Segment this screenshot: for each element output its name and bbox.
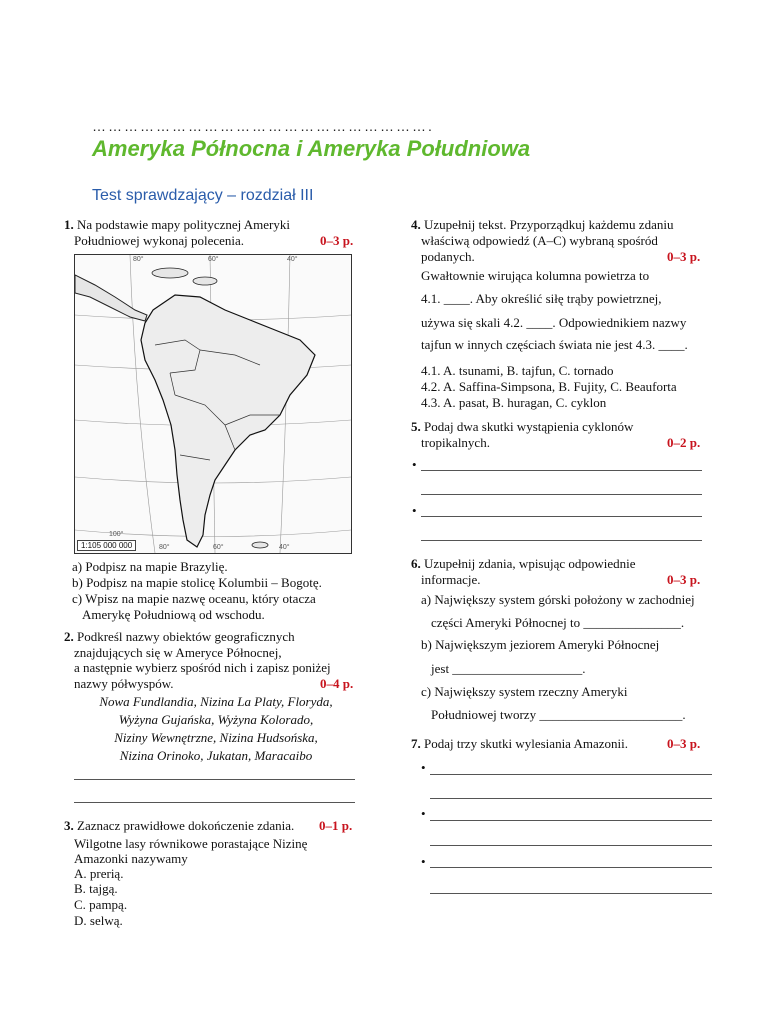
fill-text[interactable]: tajfun w innych częściach świata nie jest 4.3. ____.: [421, 337, 688, 352]
page-subtitle: Test sprawdzający – rozdział III: [92, 187, 314, 204]
fill-text[interactable]: 4.1. ____. Aby określić siłę trąby powietrznej,: [421, 291, 662, 306]
options-4-3: 4.3. A. pasat, B. huragan, C. cyklon: [421, 395, 607, 410]
answer-line[interactable]: [430, 867, 712, 868]
question-text: Wilgotne lasy równikowe porastające Nizinę: [74, 836, 308, 851]
question-text: podanych.: [421, 249, 475, 264]
options-4-2: 4.2. A. Saffina-Simpsona, B. Fujity, C. Beauforta: [421, 379, 677, 394]
tick-label: 80°: [133, 256, 144, 263]
answer-line[interactable]: [421, 470, 702, 471]
question-text: a następnie wybierz spośród nich i zapisz poniżej: [74, 660, 331, 675]
points-badge: 0–3 p.: [667, 249, 701, 264]
question-text: Amazonki nazywamy: [74, 851, 188, 866]
question-number: 6.: [411, 556, 421, 571]
question-text: Na podstawie mapy politycznej Ameryki: [77, 217, 291, 232]
question-text: tropikalnych.: [421, 435, 490, 450]
answer-line[interactable]: [421, 540, 702, 541]
option-b[interactable]: B. tajgą.: [74, 881, 118, 896]
map-graphic: [75, 255, 351, 553]
task-a: a) Podpisz na mapie Brazylię.: [72, 559, 228, 574]
points-badge: 0–3 p.: [667, 736, 701, 751]
tick-label: 60°: [213, 544, 224, 551]
points-badge: 0–1 p.: [319, 818, 353, 833]
question-2: [64, 629, 295, 645]
task-c-continued: Amerykę Południową od wschodu.: [82, 607, 265, 622]
question-text: Uzupełnij tekst. Przyporządkuj każdemu zdaniu: [424, 217, 674, 232]
question-5: [411, 419, 633, 435]
task-b: b) Podpisz na mapie stolicę Kolumbii – Bogotę.: [72, 575, 322, 590]
question-text: Podaj trzy skutki wylesiania Amazonii.: [424, 736, 628, 751]
bullet-icon: •: [421, 806, 426, 821]
answer-line[interactable]: [430, 774, 712, 775]
question-number: 4.: [411, 217, 421, 232]
fill-text: Gwałtownie wirująca kolumna powietrza to: [421, 268, 650, 283]
question-3: [64, 818, 294, 834]
question-text: właściwą odpowiedź (A–C) wybraną spośród: [421, 233, 658, 248]
question-7: [411, 736, 628, 752]
answer-list: Wyżyna Gujańska, Wyżyna Kolorado,: [118, 712, 314, 727]
option-c[interactable]: C. pampą.: [74, 897, 128, 912]
points-badge: 0–3 p.: [320, 233, 354, 248]
question-number: 3.: [64, 818, 74, 833]
answer-line[interactable]: [421, 516, 702, 517]
answer-line[interactable]: [74, 802, 355, 803]
task-c: c) Wpisz na mapie nazwę oceanu, który otacza: [72, 591, 316, 606]
answer-line[interactable]: [74, 779, 355, 780]
question-number: 7.: [411, 736, 421, 751]
tick-label: 80°: [159, 544, 170, 551]
question-number: 2.: [64, 629, 74, 644]
tick-label: 40°: [287, 256, 298, 263]
tick-label: 40°: [279, 544, 290, 551]
question-text: Południowej wykonaj polecenia.: [74, 233, 245, 248]
bullet-icon: •: [412, 457, 417, 472]
question-number: 5.: [411, 419, 421, 434]
bullet-icon: •: [412, 503, 417, 518]
answer-line[interactable]: [430, 798, 712, 799]
title-dots: ……………………………………………………….: [92, 118, 434, 134]
question-text: nazwy półwyspów.: [74, 676, 174, 691]
answer-list: Nowa Fundlandia, Nizina La Platy, Floryda,: [99, 694, 333, 709]
map-scale: 1:105 000 000: [77, 540, 136, 551]
question-text: Podkreśl nazwy obiektów geograficznych: [77, 629, 295, 644]
bullet-icon: •: [421, 760, 426, 775]
task-a-fill[interactable]: części Ameryki Północnej to _______________.: [431, 615, 685, 630]
question-number: 1.: [64, 217, 74, 232]
question-6: [411, 556, 636, 572]
answer-line[interactable]: [430, 820, 712, 821]
south-america-map[interactable]: [74, 254, 352, 554]
question-text: Zaznacz prawidłowe dokończenie zdania.: [77, 818, 295, 833]
answer-line[interactable]: [430, 845, 712, 846]
question-text: Podaj dwa skutki wystąpienia cyklonów: [424, 419, 634, 434]
option-d[interactable]: D. selwą.: [74, 913, 123, 928]
points-badge: 0–2 p.: [667, 435, 701, 450]
options-4-1: 4.1. A. tsunami, B. tajfun, C. tornado: [421, 363, 614, 378]
points-badge: 0–4 p.: [320, 676, 354, 691]
points-badge: 0–3 p.: [667, 572, 701, 587]
task-b-fill[interactable]: jest ____________________.: [431, 661, 586, 676]
task-a: a) Największy system górski położony w zachodniej: [421, 592, 695, 607]
bullet-icon: •: [421, 854, 426, 869]
task-b: b) Największym jeziorem Ameryki Północnej: [421, 637, 660, 652]
answer-line[interactable]: [430, 893, 712, 894]
tick-label: 100°: [109, 531, 124, 538]
option-a[interactable]: A. prerią.: [74, 866, 124, 881]
page-title: Ameryka Północna i Ameryka Południowa: [92, 136, 531, 161]
question-1: [64, 217, 290, 233]
question-text: Uzupełnij zdania, wpisując odpowiednie: [424, 556, 636, 571]
question-text: znajdujących się w Ameryce Północnej,: [74, 645, 282, 660]
question-4: [411, 217, 673, 233]
task-c-fill[interactable]: Południowej tworzy ______________________.: [431, 707, 686, 722]
tick-label: 60°: [208, 256, 219, 263]
task-c: c) Największy system rzeczny Ameryki: [421, 684, 628, 699]
question-text: informacje.: [421, 572, 481, 587]
fill-text[interactable]: używa się skali 4.2. ____. Odpowiednikiem nazwy: [421, 315, 687, 330]
answer-list: Nizina Orinoko, Jukatan, Maracaibo: [119, 748, 313, 763]
answer-list: Niziny Wewnętrzne, Nizina Hudsońska,: [114, 730, 318, 745]
answer-line[interactable]: [421, 494, 702, 495]
